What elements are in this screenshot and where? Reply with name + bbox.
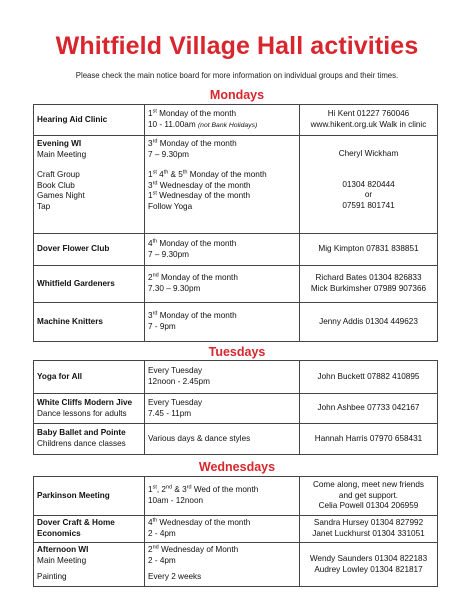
- contact-line: or: [364, 190, 373, 200]
- schedule-cell: [145, 105, 300, 136]
- tuesdays-table: [33, 360, 438, 455]
- contact-line: Mick Burkimsher 07989 907366: [310, 284, 427, 293]
- contact-line: Celia Powell 01304 206959: [318, 501, 419, 511]
- contact-cell: [300, 136, 438, 234]
- activity-subitem: Book Club: [37, 180, 75, 190]
- activity-cell: [34, 303, 145, 342]
- activity-subitem: Main Meeting: [37, 555, 87, 565]
- activity-subitem: Painting: [37, 572, 67, 582]
- schedule-line: 7 – 9.30pm: [148, 149, 189, 159]
- contact-cell: [300, 477, 438, 516]
- contact-line: Mig Kimpton 07831 838851: [318, 244, 419, 254]
- page-subtitle: Please check the main notice board for more information on individual groups and their times.: [75, 71, 399, 80]
- schedule-line: Every Tuesday: [148, 397, 203, 407]
- schedule-line: 7 - 9pm: [148, 322, 176, 331]
- table-row: [34, 303, 438, 342]
- activity-name: Yoga for All: [37, 371, 83, 381]
- activity-name: Dover Craft & Home: [37, 518, 115, 528]
- contact-line: Jenny Addis 01304 449623: [319, 316, 418, 326]
- activity-name: Dover Flower Club: [37, 244, 110, 254]
- contact-line: Audrey Lowley 01304 821817: [314, 564, 423, 574]
- contact-line: Hannah Harris 07970 658431: [314, 433, 423, 443]
- section-heading-tuesdays: Tuesdays: [208, 345, 266, 359]
- activity-name: Machine Knitters: [37, 316, 103, 326]
- table-row: [34, 516, 438, 543]
- activity-name-cont: Economics: [37, 529, 81, 538]
- schedule-line: Follow Yoga: [148, 201, 193, 211]
- contact-cell: [300, 424, 438, 455]
- schedule-line: 7.45 - 11pm: [148, 408, 192, 418]
- activity-cell: [34, 266, 145, 303]
- contact-line: and get support.: [338, 490, 399, 500]
- contact-line: 01304 820444: [342, 179, 395, 189]
- contact-cell: [300, 516, 438, 543]
- schedule-cell: [145, 543, 300, 587]
- activity-subitem: Dance lessons for adults: [37, 408, 127, 418]
- wednesdays-table: [33, 476, 438, 587]
- contact-line: Richard Bates 01304 826833: [315, 273, 422, 283]
- table-row: [34, 543, 438, 587]
- table-row: [34, 424, 438, 455]
- contact-cell: [300, 361, 438, 394]
- contact-cell: [300, 105, 438, 136]
- schedule-line: 2nd Wednesday of Month: [148, 544, 239, 554]
- contact-line: Come along, meet new friends: [312, 480, 425, 490]
- table-row: [34, 234, 438, 266]
- activity-name: White Cliffs Modern Jive: [37, 397, 133, 407]
- section-heading-wednesdays: Wednesdays: [198, 460, 276, 474]
- schedule-cell: [145, 303, 300, 342]
- contact-line: John Buckett 07882 410895: [317, 371, 420, 381]
- activity-name: Hearing Aid Clinic: [37, 114, 108, 124]
- table-row: [34, 477, 438, 516]
- contact-line: Cheryl Wickham: [338, 149, 399, 158]
- contact-cell: [300, 303, 438, 342]
- schedule-cell: [145, 361, 300, 394]
- schedule-line: 2 - 4pm: [148, 529, 176, 538]
- schedule-line: 4th Wednesday of the month: [148, 517, 251, 528]
- schedule-line: 10 - 11.00am (not Bank Holidays): [148, 119, 258, 129]
- table-row: [34, 136, 438, 234]
- section-heading-mondays: Mondays: [209, 88, 265, 102]
- activity-cell: [34, 361, 145, 394]
- activity-name: Baby Ballet and Pointe: [37, 428, 126, 438]
- activity-cell: [34, 477, 145, 516]
- activity-cell: [34, 516, 145, 543]
- schedule-line: 4th Monday of the month: [148, 238, 237, 248]
- schedule-line: 10am - 12noon: [148, 496, 204, 505]
- schedule-line: 1st Wednesday of the month: [148, 190, 250, 201]
- schedule-line: Every Tuesday: [148, 366, 203, 376]
- activity-cell: [34, 234, 145, 266]
- table-row: [34, 394, 438, 424]
- schedule-cell: [145, 516, 300, 543]
- activity-subitem: Tap: [37, 201, 51, 211]
- schedule-cell: [145, 136, 300, 234]
- contact-cell: [300, 394, 438, 424]
- schedule-line: Various days & dance styles: [148, 433, 251, 443]
- schedule-cell: [145, 477, 300, 516]
- table-row: [34, 361, 438, 394]
- schedule-line: 7.30 – 9.30pm: [148, 284, 201, 293]
- contact-cell: [300, 234, 438, 266]
- activity-subitem: Games Night: [37, 191, 85, 201]
- schedule-line: 3rd Monday of the month: [148, 310, 237, 321]
- schedule-line: 1st 4th & 5th Monday of the month: [148, 169, 267, 180]
- activity-name: Whitfield Gardeners: [37, 278, 115, 288]
- activity-name: Parkinson Meeting: [37, 490, 110, 500]
- activity-name: Evening WI: [37, 139, 82, 148]
- contact-line: 07591 801741: [342, 200, 395, 210]
- schedule-line: 1st, 2nd & 3rd Wed of the month: [148, 484, 259, 495]
- contact-line: Hi Kent 01227 760046: [327, 109, 410, 119]
- schedule-cell: [145, 234, 300, 266]
- schedule-line: 1st Monday of the month: [148, 108, 237, 118]
- schedule-cell: [145, 266, 300, 303]
- schedule-line: Every 2 weeks: [148, 572, 202, 582]
- activity-cell: [34, 136, 145, 234]
- table-row: [34, 266, 438, 303]
- schedule-line: 3rd Monday of the month: [148, 138, 237, 148]
- schedule-line: 2 - 4pm: [148, 555, 176, 565]
- activity-cell: [34, 105, 145, 136]
- contact-line: Sandra Hursey 01304 827992: [313, 518, 424, 528]
- contact-line: Janet Luckhurst 01304 331051: [312, 529, 425, 538]
- page-title: Whitfield Village Hall activities: [55, 32, 419, 60]
- mondays-table: [33, 104, 438, 342]
- activity-subitem: Craft Group: [37, 170, 80, 180]
- activity-cell: [34, 394, 145, 424]
- activity-subitem: Childrens dance classes: [37, 439, 126, 448]
- table-row: [34, 105, 438, 136]
- activity-cell: [34, 543, 145, 587]
- activity-subitem: Main Meeting: [37, 149, 87, 159]
- contact-cell: [300, 543, 438, 587]
- schedule-line: 3rd Wednesday of the month: [148, 180, 251, 190]
- schedule-line: 7 – 9.30pm: [148, 249, 189, 259]
- schedule-line: 12noon - 2.45pm: [148, 377, 210, 386]
- contact-line: www.hikent.org.uk Walk in clinic: [310, 120, 427, 129]
- activity-cell: [34, 424, 145, 455]
- schedule-cell: [145, 394, 300, 424]
- contact-line: Wendy Saunders 01304 822183: [309, 553, 428, 563]
- contact-line: John Ashbee 07733 042167: [317, 403, 420, 413]
- activity-name: Afternoon WI: [37, 545, 89, 554]
- contact-cell: [300, 266, 438, 303]
- schedule-cell: [145, 424, 300, 455]
- schedule-line: 2nd Monday of the month: [148, 272, 238, 283]
